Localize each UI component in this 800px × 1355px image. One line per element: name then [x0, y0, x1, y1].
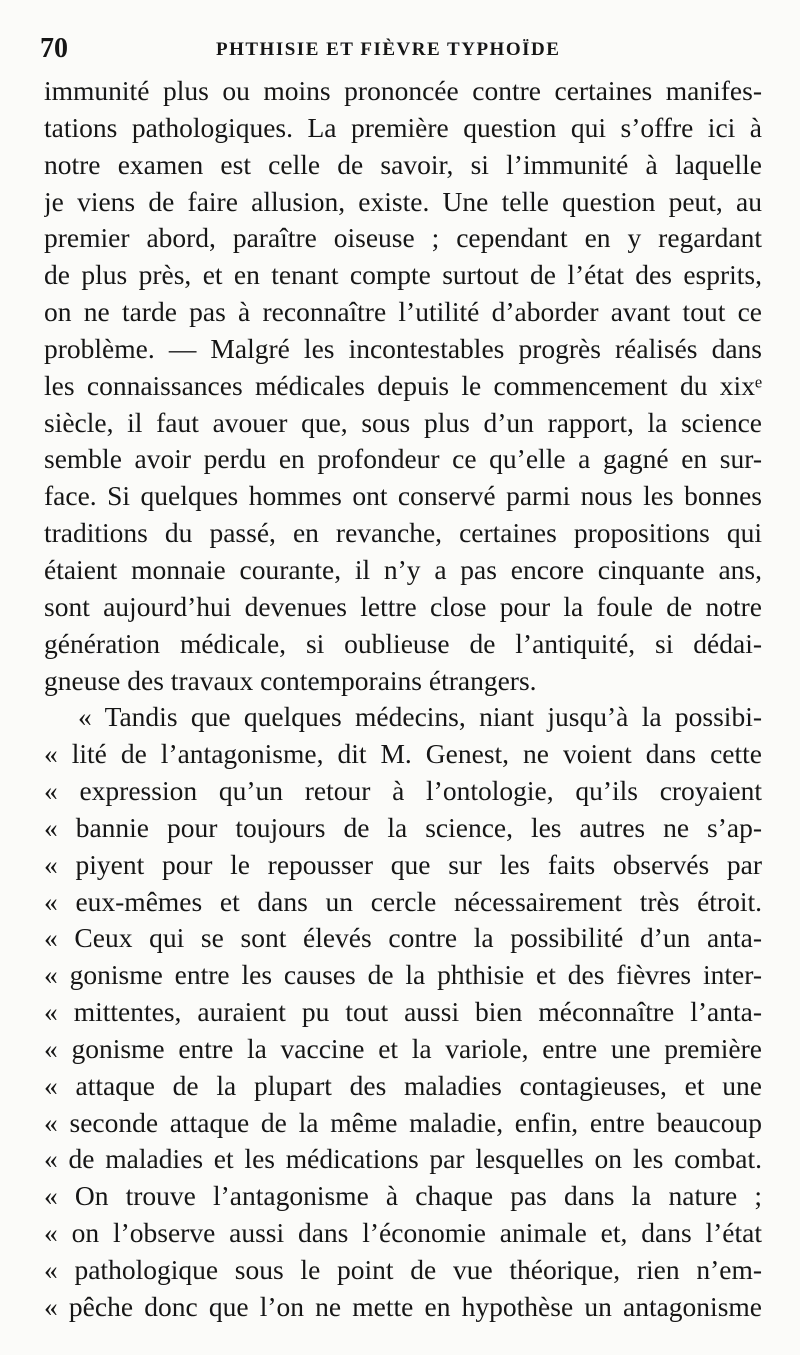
text-line: étaient monnaie courante, il n’y a pas encore cinquante ans,	[44, 553, 762, 585]
text-line: « piyent pour le repousser que sur les faits observés par	[44, 848, 762, 880]
text-line: « mittentes, auraient pu tout aussi bien méconnaître l’anta-	[44, 996, 762, 1028]
text-line: « seconde attaque de la même maladie, enfin, entre beaucoup	[44, 1106, 762, 1138]
text-line: « gonisme entre les causes de la phthisie et des fièvres inter-	[44, 959, 762, 991]
text-line: « de maladies et les médications par lesquelles on les combat.	[44, 1143, 762, 1175]
text-line: premier abord, paraître oiseuse ; cependant en y regardant	[44, 222, 762, 254]
text-line: tations pathologiques. La première question qui s’offre ici à	[44, 111, 762, 143]
text-line: « Tandis que quelques médecins, niant jusqu’à la possibi-	[78, 701, 762, 733]
text-line: les connaissances médicales depuis le commencement du xixᵉ	[44, 369, 762, 401]
text-line: immunité plus ou moins prononcée contre certaines manifes-	[44, 75, 762, 106]
text-line: « expression qu’un retour à l’ontologie, qu’ils croyaient	[44, 775, 762, 807]
running-title: PHTHISIE ET FIÈVRE TYPHOÏDE	[216, 39, 561, 60]
text-line: gneuse des travaux contemporains étrangers.	[44, 664, 537, 696]
text-line: « on l’observe aussi dans l’économie animale et, dans l’état	[44, 1217, 762, 1249]
text-line: semble avoir perdu en profondeur ce qu’elle a gagné en sur-	[44, 443, 762, 475]
text-line: « eux-mêmes et dans un cercle nécessairement très étroit.	[44, 885, 762, 917]
text-line: notre examen est celle de savoir, si l’immunité à laquelle	[44, 148, 762, 180]
text-line: « lité de l’antagonisme, dit M. Genest, ne voient dans cette	[44, 738, 762, 770]
text-line: sont aujourd’hui devenues lettre close pour la foule de notre	[44, 590, 762, 622]
text-line: « Ceux qui se sont élevés contre la possibilité d’un anta-	[44, 922, 762, 954]
text-line: siècle, il faut avouer que, sous plus d’un rapport, la science	[44, 406, 762, 438]
text-line: problème. — Malgré les incontestables progrès réalisés dans	[44, 332, 762, 364]
text-line: « attaque de la plupart des maladies contagieuses, et une	[44, 1069, 762, 1101]
text-line: « On trouve l’antagonisme à chaque pas dans la nature ;	[44, 1180, 762, 1212]
page-number: 70	[40, 33, 68, 64]
text-line: de plus près, et en tenant compte surtout de l’état des esprits,	[44, 259, 762, 291]
text-line: on ne tarde pas à reconnaître l’utilité d’aborder avant tout ce	[44, 296, 762, 328]
text-line: je viens de faire allusion, existe. Une telle question peut, au	[44, 185, 762, 217]
text-line: « pathologique sous le point de vue théorique, rien n’em-	[44, 1254, 762, 1285]
page-body-text	[44, 73, 762, 1326]
page-header	[40, 32, 760, 66]
text-line: « bannie pour toujours de la science, les autres ne s’ap-	[44, 811, 762, 843]
text-line: traditions du passé, en revanche, certaines propositions qui	[44, 517, 762, 549]
text-line: face. Si quelques hommes ont conservé parmi nous les bonnes	[44, 480, 762, 512]
text-line: « pêche donc que l’on ne mette en hypothèse un antagonisme	[44, 1290, 762, 1322]
text-line: « gonisme entre la vaccine et la variole, entre une première	[44, 1032, 762, 1064]
text-line: génération médicale, si oublieuse de l’antiquité, si dédai-	[44, 627, 762, 659]
